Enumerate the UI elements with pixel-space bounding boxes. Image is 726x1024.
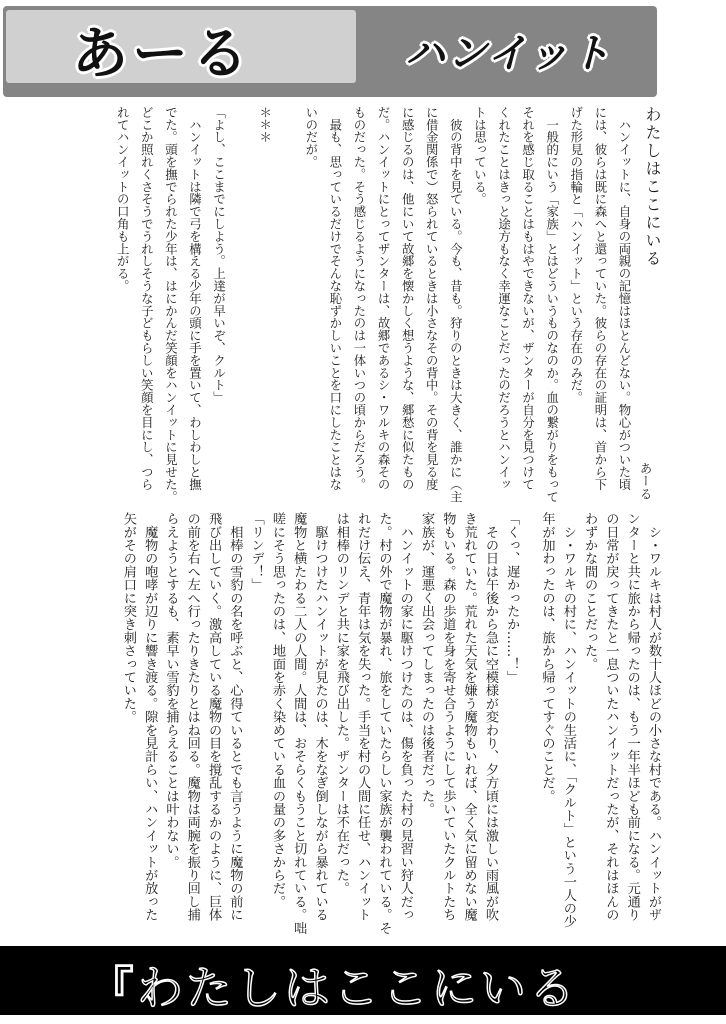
text-line: 矢がその肩口に突き刺さっていた。 bbox=[120, 512, 136, 724]
text-line: 一般的にいう「家族」とはどういうものなのか。血の繋がりをもって bbox=[544, 106, 560, 503]
story-bottom-block bbox=[114, 512, 660, 940]
text-line: に感じるのは、他にいて故郷を懐かしく想うような、郷愁に似たもの bbox=[400, 106, 416, 491]
text-line: 相棒の雪豹の名を呼ぶと、心得ているとでも言うように魔物の前に bbox=[227, 512, 243, 922]
text-line: 彼の背中を見ている。今も、昔も。狩りのときは大きく、誰かに（主 bbox=[448, 106, 464, 503]
text-line: トは思っている。 bbox=[472, 106, 488, 206]
text-line: 最も、思っているだけでそんな恥ずかしいことを口にしたことはな bbox=[327, 106, 343, 491]
text-line: 飛び出していく。激高している魔物の目を撹乱するかのように、巨体 bbox=[206, 512, 222, 922]
text-line: 物もいる。森の歩道を身を寄せ合うようにして歩いていたクルトたち bbox=[440, 512, 456, 922]
text-line: 嗟にそう思ったのは、地面を赤く染めている血の量の多さからだ。 bbox=[269, 512, 285, 908]
footer-banner bbox=[0, 946, 726, 1015]
text-line: らえようとするも、素早い雪豹を捕らえることは叶わない。 bbox=[163, 512, 179, 869]
text-line: た。村の外で魔物が暴れ、旅をしていたらしい家族が襲われている。そ bbox=[376, 512, 392, 935]
text-line: ハンイットの家に駆けつけたのは、傷を負った村の見習い狩人だっ bbox=[397, 512, 413, 922]
text-line: どこか照れくさそうでうれしそうな子どもらしい笑顔を目にし、つら bbox=[139, 106, 155, 491]
blank-line bbox=[225, 106, 247, 506]
text-line: わずかな間のことだった。 bbox=[582, 512, 598, 671]
text-line: 「よし、ここまでにしよう。上達が早いぞ、クルト」 bbox=[211, 106, 227, 404]
text-line: には、彼らは既に森へと還っていた。彼らの存在の証明は、首から下 bbox=[592, 106, 608, 491]
text-line: は相棒のリンデと共に家を飛び出した。ザンターは不在だった。 bbox=[333, 512, 349, 895]
text-line: の前を右へ左へ行ったりきたりとはね回る。魔物は両腕を振り回し捕 bbox=[184, 512, 200, 922]
text-line: ハンイットに、自身の両親の記憶はほとんどない。物心がついた頃 bbox=[617, 106, 632, 491]
text-line: だ。ハンイットにとってザンターは、故郷であるシ・ワルキの森その bbox=[376, 106, 392, 491]
text-line: くれたことはきっと途方もなく幸運なことだったのだろうとハンイッ bbox=[496, 106, 512, 491]
text-line: でた。頭を撫でられた少年は、はにかんだ笑顔をハンイットに見せた。 bbox=[163, 106, 179, 503]
blank-line bbox=[518, 512, 532, 940]
text-line: シ・ワルキは村人が数十人ほどの小さな村である。ハンイットがザ bbox=[646, 512, 661, 922]
character-logo: ハンイット bbox=[405, 31, 613, 77]
text-line: それを感じ取ることはもはやできないが、ザンターが自分を見つけて bbox=[520, 106, 536, 491]
text-line: げた形見の指輪と「ハンイット」という存在のみだ。 bbox=[568, 106, 584, 404]
text-line: 家族が、運悪く出会ってしまったのは後者だった。 bbox=[419, 512, 435, 816]
text-line: に借金関係で）怒られているときは小さなその背中。その背を見る度 bbox=[424, 106, 440, 491]
text-line: き荒れていた。荒れた天気を嫌う魔物もいれば、全く気に留めない魔 bbox=[461, 512, 477, 922]
text-line: 年が加わったのは、旅から帰ってすぐのことだ。 bbox=[539, 512, 555, 803]
story-title: わたしはここにいる bbox=[643, 106, 662, 268]
text-line: 「リンデ！」 bbox=[248, 512, 264, 592]
story-top-block bbox=[104, 106, 660, 506]
text-line: いのだが。 bbox=[303, 106, 319, 168]
footer-banner-text: 『わたしはここにいる bbox=[88, 961, 578, 1015]
text-line: れてハンイットの口角も上がる。 bbox=[115, 106, 131, 292]
text-line: ンターと共に旅から帰ったのは、もう一年半ほども前になる。元通り bbox=[624, 512, 640, 922]
text-line: れだけ伝え、青年は気を失った。手当を村の人間に任せ、ハンイット bbox=[355, 512, 371, 922]
text-line: の日常が戻ってきたと一息ついたハンイットだったが、それはほんの bbox=[603, 512, 619, 922]
author-logo: あーる bbox=[72, 22, 252, 87]
text-line: その日は午後から急に空模様が変わり、夕方頃には激しい雨風が吹 bbox=[482, 512, 498, 922]
blank-line bbox=[271, 106, 293, 506]
text-line: 駆けつけたハンイットが見たのは、木をなぎ倒しながら暴れている bbox=[312, 512, 328, 922]
text-line: 魔物の咆哮が辺りに響き渡る。隙を見計らい、ハンイットが放った bbox=[142, 512, 158, 922]
text-line: ものだった。そう感じるようになったのは一体いつの頃からだろう。 bbox=[351, 106, 367, 491]
text-line: 「くっ、遅かったか……！」 bbox=[504, 512, 520, 684]
text-line: 魔物と横たわる二人の人間。人間は、おそらくもうこと切れている。咄 bbox=[291, 512, 307, 935]
text-line: シ・ワルキの村に、ハンイットの生活に、「クルト」という一人の少 bbox=[560, 512, 576, 928]
story-author: あーる bbox=[637, 462, 653, 500]
text-line: ＊＊＊ bbox=[257, 106, 273, 144]
text-line: ハンイットは隣で弓を構える少年の頭に手を置いて、わしわしと撫 bbox=[187, 106, 203, 491]
